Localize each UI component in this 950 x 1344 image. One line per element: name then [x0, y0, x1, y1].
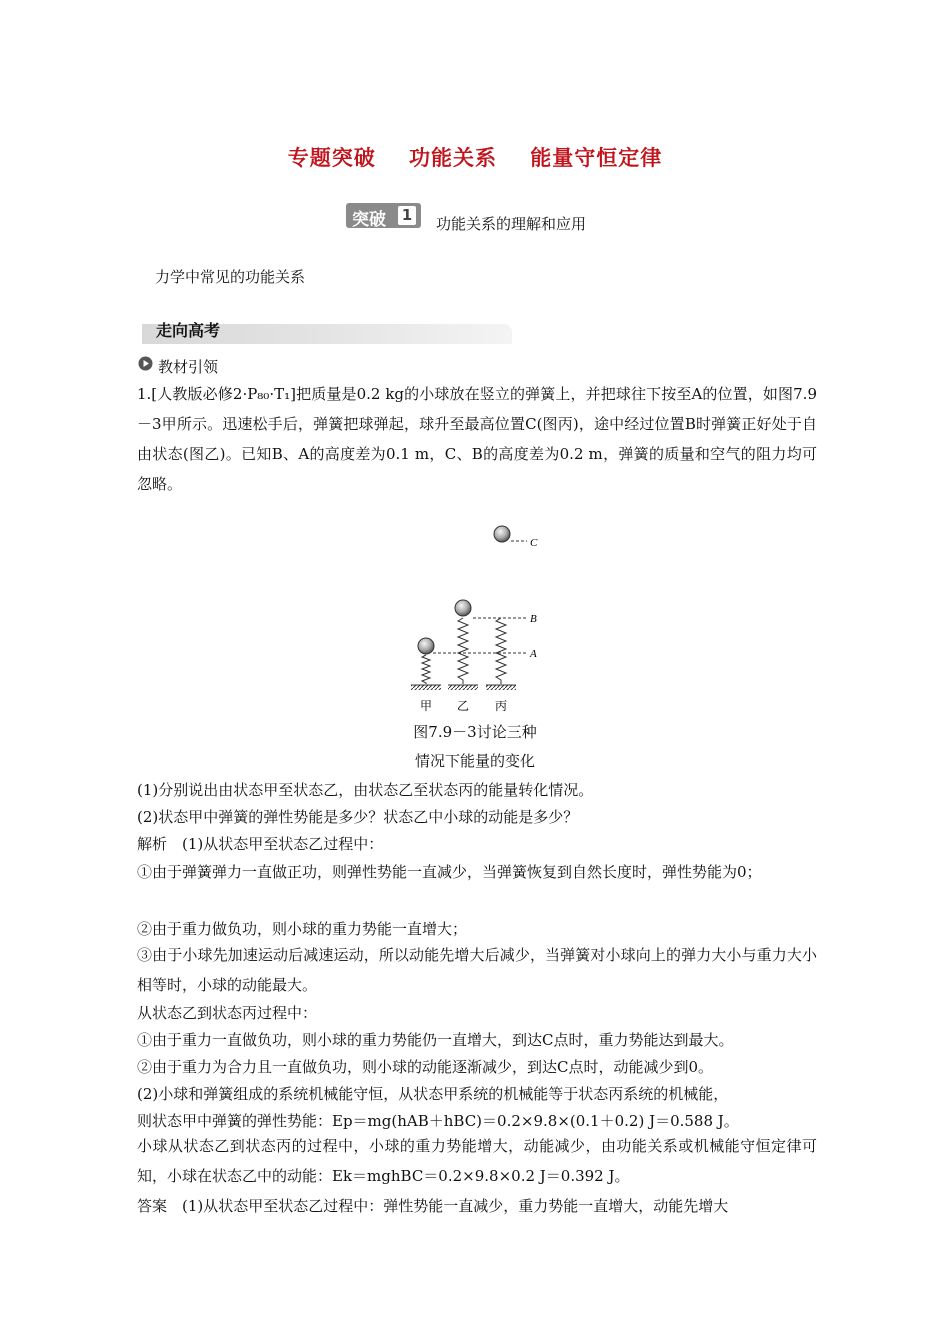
state-jia: 甲	[420, 699, 433, 713]
question-2: (2)状态甲中弹簧的弹性势能是多少？状态乙中小球的动能是多少？	[137, 808, 579, 826]
solution-part-3: 小球从状态乙到状态丙的过程中，小球的重力势能增大，动能减少，由功能关系或机械能守恒定律可知，小球在状态乙中的动能：Ek＝mghBC＝0.2×9.8×0.2 J＝0.392 J。	[137, 1137, 817, 1185]
solution-intro-2: 从状态乙到状态丙过程中：	[137, 1004, 318, 1022]
question-1: (1)分别说出由状态甲至状态乙，由状态乙至状态丙的能量转化情况。	[137, 781, 594, 799]
spring-yi	[458, 618, 468, 684]
label-b: B	[530, 613, 537, 625]
play-circle-icon	[138, 356, 153, 371]
spring-figure	[405, 520, 565, 713]
figure-caption-2: 情况下能量的变化	[414, 752, 535, 770]
state-yi: 乙	[457, 699, 470, 713]
spring-jia	[422, 655, 430, 684]
figure-caption-1: 图7.9－3讨论三种	[413, 723, 537, 741]
ball-b	[455, 600, 471, 616]
page-title: 专题突破 功能关系 能量守恒定律	[287, 146, 663, 170]
solution-intro: 解析 (1)从状态甲至状态乙过程中：	[137, 835, 384, 853]
solution-part-2a: (2)小球和弹簧组成的系统机械能守恒，从状态甲系统的机械能等于状态丙系统的机械能，	[137, 1085, 729, 1103]
guide-label: 教材引领	[158, 358, 219, 376]
solution-step-2: ②由于重力做负功，则小球的重力势能一直增大；	[137, 920, 468, 938]
problem-text: 1.[人教版必修2·P₈₀·T₁]把质量是0.2 kg的小球放在竖立的弹簧上，并把球往下按至A的位置，如图7.9－3甲所示。迅速松手后，弹簧把球弹起，球升至最高位置C(图丙)，途中经过位置B时弹簧正好处于自由状态(图乙)。已知B、A的高度差为0.1 m，C、B的高度差为0.2 m，弹簧的质量和空气的阻力均可忽略。	[137, 385, 817, 493]
section-title: 功能关系的理解和应用	[436, 215, 587, 233]
solution-step-3: ③由于小球先加速运动后减速运动，所以动能先增大后减少，当弹簧对小球向上的弹力大小与重力大小相等时，小球的动能最大。	[137, 946, 817, 994]
label-c: C	[530, 537, 538, 549]
solution-step-t2: ②由于重力为合力且一直做负功，则小球的动能逐渐减少，到达C点时，动能减少到0。	[137, 1058, 714, 1076]
label-a: A	[530, 648, 537, 660]
solution-step-t1: ①由于重力一直做负功，则小球的重力势能仍一直增大，到达C点时，重力势能达到最大。	[137, 1031, 734, 1049]
solution-part-2b: 则状态甲中弹簧的弹性势能：Ep＝mg(hAB＋hBC)＝0.2×9.8×(0.1＋0.2) J＝0.588 J。	[137, 1112, 739, 1130]
state-bing: 丙	[495, 699, 508, 713]
spring-bing	[496, 618, 506, 684]
ball-c	[494, 526, 510, 542]
solution-step-1: ①由于弹簧弹力一直做正功，则弹性势能一直减少，当弹簧恢复到自然长度时，弹性势能为0；	[137, 863, 762, 881]
banner-label: 走向高考	[156, 321, 221, 340]
badge-number: 1	[398, 206, 416, 225]
answer-text: 答案 (1)从状态甲至状态乙过程中：弹性势能一直减少，重力势能一直增大，动能先增大	[137, 1197, 729, 1215]
subtitle: 力学中常见的功能关系	[155, 268, 306, 286]
ball-a	[418, 638, 434, 654]
badge-label: 突破	[352, 210, 386, 230]
